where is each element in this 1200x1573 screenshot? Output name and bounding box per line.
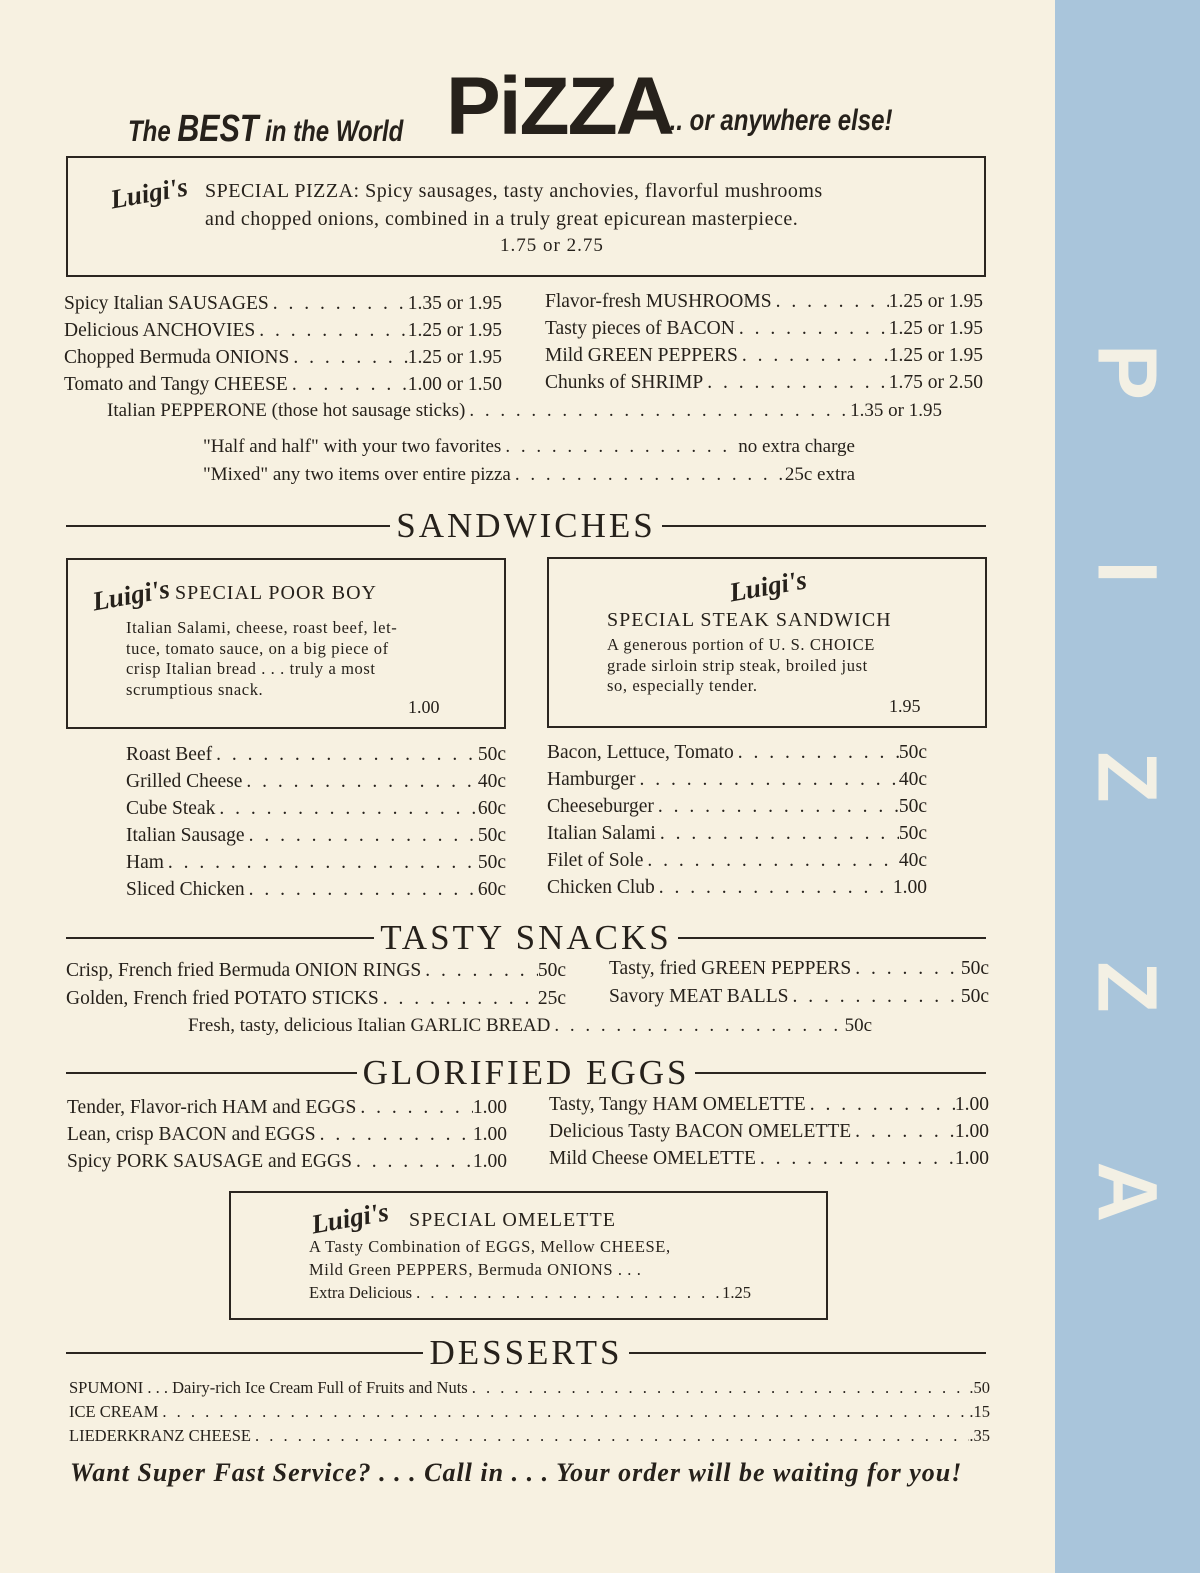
item-price: 50c — [477, 744, 506, 765]
item-price: 40c — [898, 850, 927, 871]
menu-item-row — [549, 1094, 989, 1116]
item-price: 1.00 — [954, 1121, 989, 1142]
item-name: Delicious ANCHOVIES — [64, 320, 256, 341]
item-name: "Mixed" any two items over entire pizza — [203, 464, 511, 485]
item-name: Cheeseburger — [547, 796, 654, 817]
item-name: Savory MEAT BALLS — [609, 986, 789, 1007]
menu-item-row — [69, 1402, 990, 1422]
poor-boy-description: Italian Salami, cheese, roast beef, let- tuce, tomato sauce, on a big piece of crisp Italian bread . . . truly a most scrumptious snack. — [126, 618, 398, 699]
steak-box — [547, 557, 987, 728]
item-price: 50c — [898, 742, 927, 763]
poor-boy-title: SPECIAL POOR BOY — [175, 582, 377, 604]
item-price: 1.75 or 2.50 — [888, 372, 983, 393]
desserts-heading: DESSERTS — [66, 1333, 986, 1373]
menu-item-row — [547, 823, 927, 845]
item-price: 1.00 or 1.50 — [407, 374, 502, 395]
header-tagline: The BEST in the World — [128, 108, 404, 150]
menu-item-row — [126, 798, 506, 820]
item-name: Mild GREEN PEPPERS — [545, 345, 738, 366]
item-price: 1.00 — [472, 1151, 507, 1172]
item-name: Fresh, tasty, delicious Italian GARLIC BREAD — [188, 1015, 551, 1036]
menu-item-row — [126, 744, 506, 766]
item-name: Grilled Cheese — [126, 771, 243, 792]
menu-item-row — [126, 771, 506, 793]
item-name: Tomato and Tangy CHEESE — [64, 374, 288, 395]
menu-item-row — [545, 291, 983, 313]
item-price: 1.25 or 1.95 — [407, 320, 502, 341]
side-banner-letter: Z — [1080, 961, 1175, 1013]
item-name: Roast Beef — [126, 744, 213, 765]
menu-item-row — [64, 293, 502, 315]
menu-item-row — [547, 769, 927, 791]
menu-item-row — [609, 986, 989, 1008]
menu-item-row — [609, 958, 989, 980]
item-name: Chicken Club — [547, 877, 655, 898]
menu-item-row — [545, 345, 983, 367]
item-price: 1.25 or 1.95 — [888, 291, 983, 312]
special-omelette-box — [229, 1191, 828, 1320]
item-name: Chunks of SHRIMP — [545, 372, 704, 393]
item-name: Tasty, Tangy HAM OMELETTE — [549, 1094, 806, 1115]
item-name: Italian Salami — [547, 823, 656, 844]
item-price: 60c — [477, 798, 506, 819]
pepperone-row — [107, 400, 942, 422]
item-name: Tender, Flavor-rich HAM and EGGS — [67, 1097, 357, 1118]
steak-price: 1.95 — [889, 696, 921, 716]
item-name: Italian Sausage — [126, 825, 245, 846]
menu-item-row — [203, 464, 855, 486]
item-price: 60c — [477, 879, 506, 900]
item-name: Cube Steak — [126, 798, 216, 819]
item-name: Tasty, fried GREEN PEPPERS — [609, 958, 852, 979]
item-name: Delicious Tasty BACON OMELETTE — [549, 1121, 852, 1142]
special-omelette-line3: Extra Delicious . . . 1.25 — [309, 1283, 751, 1303]
item-price: 50c — [960, 958, 989, 979]
menu-item-row — [126, 825, 506, 847]
side-banner-letter: P — [1080, 343, 1175, 401]
special-pizza-price: 1.75 or 2.75 — [500, 235, 604, 256]
menu-item-row — [126, 852, 506, 874]
item-price: 50c — [477, 852, 506, 873]
item-name: Mild Cheese OMELETTE — [549, 1148, 756, 1169]
item-price: 50c — [960, 986, 989, 1007]
eggs-heading: GLORIFIED EGGS — [66, 1053, 986, 1093]
side-banner-letter: I — [1080, 560, 1175, 584]
item-price: 1.25 or 1.95 — [888, 318, 983, 339]
item-name: Hamburger — [547, 769, 636, 790]
menu-item-row — [64, 320, 502, 342]
item-price: 1.00 — [954, 1094, 989, 1115]
item-name: Golden, French fried POTATO STICKS — [66, 988, 379, 1009]
special-omelette-price: 1.25 — [722, 1283, 751, 1302]
sandwiches-heading: SANDWICHES — [66, 506, 986, 546]
item-price: .50 — [969, 1378, 990, 1397]
menu-item-row — [547, 850, 927, 872]
menu-item-row — [126, 879, 506, 901]
menu-item-row — [545, 372, 983, 394]
item-name: Crisp, French fried Bermuda ONION RINGS — [66, 960, 422, 981]
item-price: .15 — [969, 1402, 990, 1421]
item-name: SPUMONI . . . Dairy-rich Ice Cream Full of Fruits and Nuts — [69, 1378, 468, 1397]
menu-item-row — [67, 1097, 507, 1119]
garlic-bread-row — [188, 1015, 872, 1037]
special-omelette-title: SPECIAL OMELETTE — [409, 1209, 616, 1231]
special-pizza-box — [66, 156, 986, 277]
item-name: Spicy PORK SAUSAGE and EGGS — [67, 1151, 352, 1172]
item-price: 25c extra — [784, 464, 855, 485]
item-name: ICE CREAM — [69, 1402, 159, 1421]
item-name: Chopped Bermuda ONIONS — [64, 347, 290, 368]
brand-logo: Luigi's — [107, 171, 190, 215]
special-omelette-line2: Mild Green PEPPERS, Bermuda ONIONS . . . — [309, 1260, 642, 1279]
item-name: Italian PEPPERONE (those hot sausage sticks) — [107, 400, 466, 421]
item-name: Sliced Chicken — [126, 879, 245, 900]
brand-logo: Luigi's — [726, 564, 809, 608]
menu-item-row — [547, 877, 927, 899]
item-price: 1.35 or 1.95 — [407, 293, 502, 314]
item-price: 1.25 or 1.95 — [888, 345, 983, 366]
brand-logo: Luigi's — [89, 573, 172, 617]
steak-title: SPECIAL STEAK SANDWICH — [607, 609, 892, 631]
item-price: no extra charge — [738, 436, 855, 457]
menu-item-row — [549, 1121, 989, 1143]
item-price: 25c — [537, 988, 566, 1009]
item-price: 1.00 — [892, 877, 927, 898]
poor-boy-price: 1.00 — [408, 697, 440, 717]
item-price: 1.25 or 1.95 — [407, 347, 502, 368]
item-price: 50c — [898, 796, 927, 817]
item-name: Tasty pieces of BACON — [545, 318, 735, 339]
item-price: 50c — [537, 960, 566, 981]
menu-item-row — [547, 796, 927, 818]
menu-item-row — [64, 374, 502, 396]
menu-item-row — [66, 960, 566, 982]
item-price: 1.00 — [954, 1148, 989, 1169]
side-banner — [1055, 0, 1200, 1573]
item-price: 40c — [477, 771, 506, 792]
side-banner-letter: Z — [1080, 751, 1175, 803]
menu-item-row — [67, 1124, 507, 1146]
special-omelette-line1: A Tasty Combination of EGGS, Mellow CHEESE, — [309, 1237, 671, 1256]
menu-item-row — [203, 436, 855, 458]
menu-item-row — [547, 742, 927, 764]
item-price: 50c — [844, 1015, 872, 1036]
menu-item-row — [549, 1148, 989, 1170]
menu-item-row — [69, 1426, 990, 1446]
menu-item-row — [69, 1378, 990, 1398]
menu-item-row — [66, 988, 566, 1010]
menu-item-row — [545, 318, 983, 340]
item-price: 1.00 — [472, 1097, 507, 1118]
item-name: Flavor-fresh MUSHROOMS — [545, 291, 772, 312]
item-name: Spicy Italian SAUSAGES — [64, 293, 269, 314]
item-name: Filet of Sole — [547, 850, 644, 871]
item-name: "Half and half" with your two favorites — [203, 436, 502, 457]
poor-boy-box — [66, 558, 506, 729]
side-banner-letter: A — [1080, 1161, 1175, 1223]
snacks-heading: TASTY SNACKS — [66, 918, 986, 958]
item-price: 1.00 — [472, 1124, 507, 1145]
menu-item-row — [64, 347, 502, 369]
header-title: PiZZA — [446, 61, 673, 152]
steak-description: A generous portion of U. S. CHOICE grade sirloin strip steak, broiled just so, especially tender. — [607, 635, 875, 695]
menu-header — [128, 60, 948, 150]
menu-item-row — [67, 1151, 507, 1173]
special-pizza-line2: and chopped onions, combined in a truly great epicurean masterpiece. — [205, 208, 799, 230]
item-price: 1.35 or 1.95 — [850, 400, 942, 421]
item-price: 40c — [898, 769, 927, 790]
item-name: Lean, crisp BACON and EGGS — [67, 1124, 316, 1145]
item-name: LIEDERKRANZ CHEESE — [69, 1426, 251, 1445]
header-tagline-end: ... or anywhere else! — [663, 104, 893, 137]
item-price: 50c — [477, 825, 506, 846]
special-pizza-line1: SPECIAL PIZZA: Spicy sausages, tasty anchovies, flavorful mushrooms — [205, 180, 823, 202]
item-price: .35 — [969, 1426, 990, 1445]
brand-logo: Luigi's — [308, 1196, 391, 1240]
footer-slogan: Want Super Fast Service? . . . Call in . . . Your order will be waiting for you! — [70, 1458, 963, 1487]
item-name: Ham — [126, 852, 164, 873]
item-name: Bacon, Lettuce, Tomato — [547, 742, 734, 763]
item-price: 50c — [898, 823, 927, 844]
